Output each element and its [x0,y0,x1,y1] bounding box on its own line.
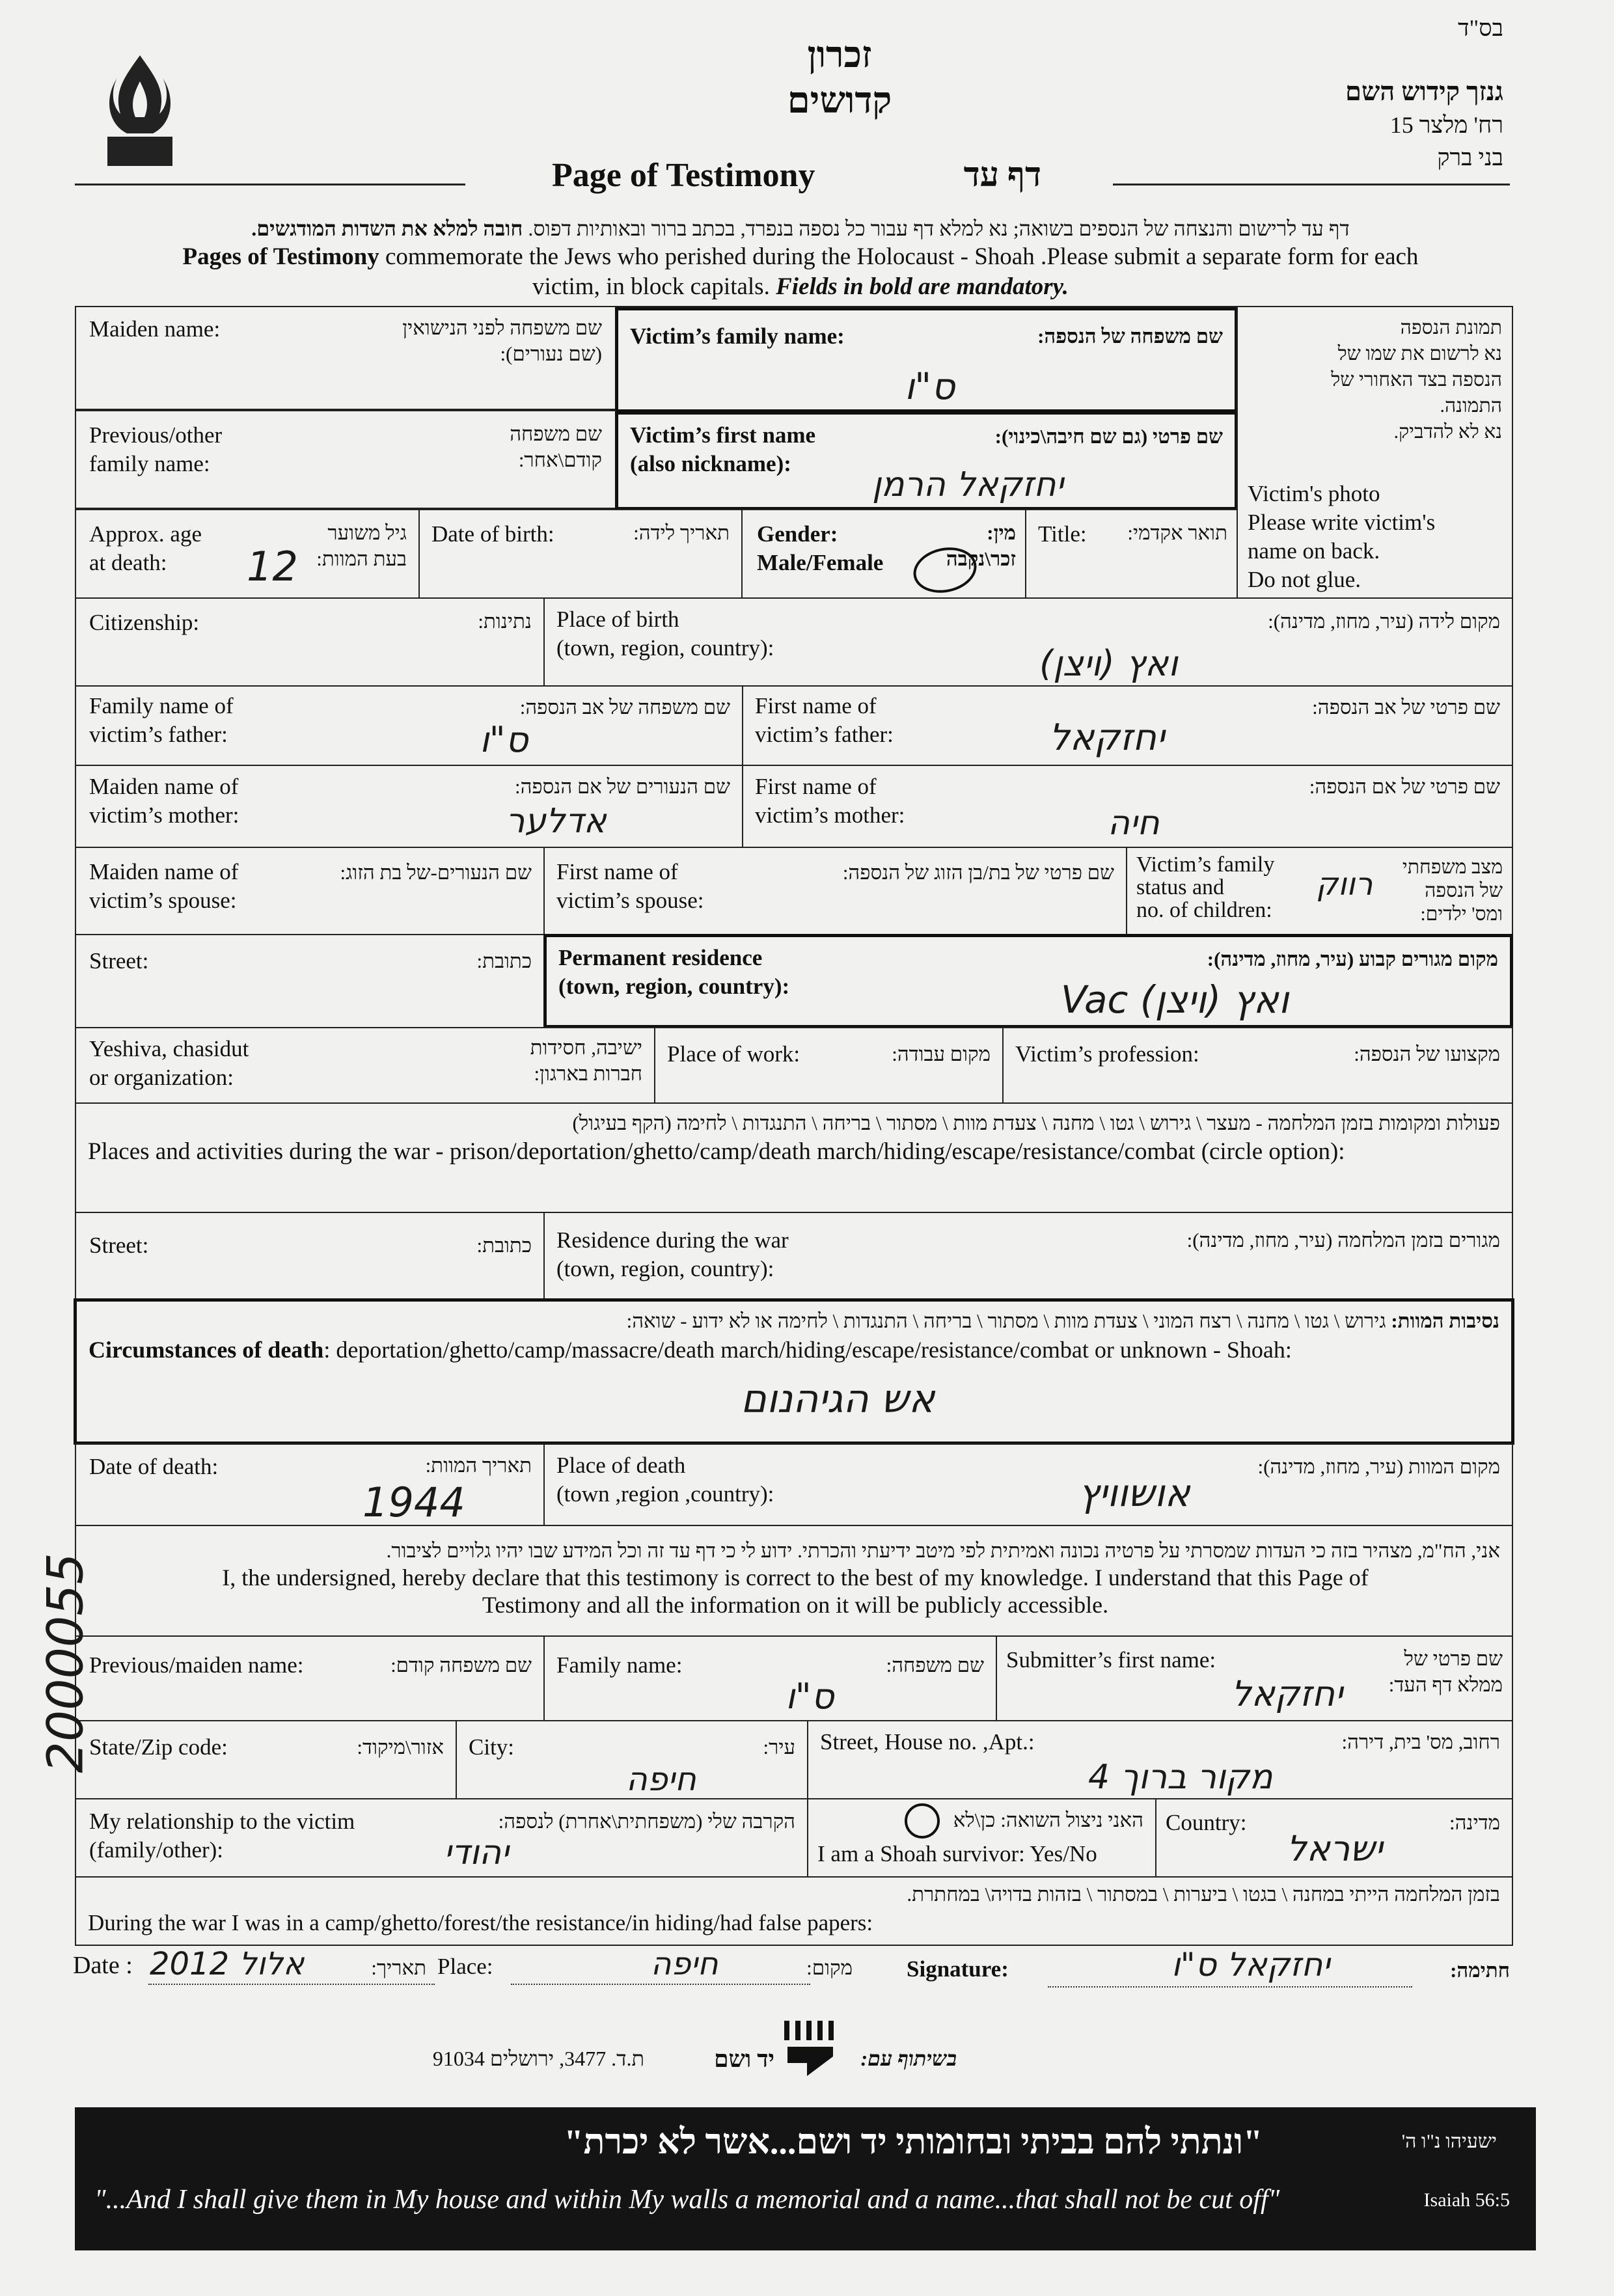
permanent-residence-label-2: (town, region, country): [558,974,790,999]
place-label: Place: [437,1954,493,1979]
maiden-name-cell[interactable] [75,306,616,410]
during-war-cell[interactable] [75,1876,1513,1946]
permanent-residence-field[interactable] [543,934,1513,1028]
yeshiva-cell[interactable] [75,1027,655,1104]
instructions-english-1 [91,242,1510,272]
mother-first-name-label [755,772,905,830]
verse-reference-english: Isaiah 56:5 [1423,2189,1510,2211]
approx-age-label-he-1: גיל משוער [327,521,407,544]
circumstances-of-death-value: אש הגיהנום [741,1376,935,1422]
place-line [511,1984,810,1985]
father-first-name-cell[interactable] [742,685,1513,766]
family-status-label [1136,853,1274,922]
circumstances-label [89,1335,1292,1364]
approx-age-label [89,520,202,577]
submitter-street-label-he: רחוב, מס' בית, דירה: [1341,1730,1500,1753]
war-residence-label-2: (town, region, country): [556,1256,774,1281]
signature-label-he: חתימה: [1450,1959,1510,1982]
city-label: City: [469,1734,515,1760]
place-of-birth-cell[interactable] [543,597,1513,687]
instructions-mandatory-note: Fields in bold are mandatory. [776,273,1069,300]
country-value: ישראל [1287,1828,1383,1869]
victim-first-name-label-1: Victim’s first name [630,422,816,448]
previous-family-name-label-he [510,421,602,473]
photo-en-1: Victim's photo [1248,481,1380,506]
approx-age-value: 12 [247,543,298,590]
war-street-label: Street: [89,1233,149,1258]
memorial-title [716,33,963,124]
verse-english: "...And I shall give them in My house and within My walls a memorial and a name...that shall not be cut off" [94,2185,1280,2215]
mother-first-name-value: חיה [1108,804,1160,843]
survivor-no-circle-mark [905,1803,940,1838]
victim-first-name-label-2: (also nickname): [630,451,791,476]
family-status-cell[interactable] [1126,847,1513,935]
submitter-previous-name-cell[interactable] [75,1635,545,1721]
gender-label-he-1: מין: [987,521,1016,544]
shoah-survivor-label-he: האני ניצול השואה: כן\לא [953,1809,1143,1831]
spouse-maiden-name-label-2: victim’s spouse: [89,888,237,913]
relationship-cell[interactable] [75,1798,808,1878]
zip-code-label-he: אזור\מיקוד: [357,1736,444,1758]
submitter-street-label: Street, House no. ,Apt.: [820,1729,1035,1755]
place-of-death-label-he: מקום המוות (עיר, מחוז, מדינה): [1257,1455,1500,1478]
photo-box [1237,306,1513,599]
father-first-name-label-1: First name of [755,693,877,718]
father-first-name-label [755,692,894,749]
submitter-family-name-value: ס"ו [786,1676,834,1717]
previous-family-name-label-2: family name: [89,451,210,476]
war-activities-label-he: פעולות ומקומות בזמן המלחמה - מעצר \ גירוש \ גטו \ מחנה \ צעדת מוות \ מסתור \ בריחה \ התנגדות \ לחימה (הקף בעיגול) [572,1112,1500,1134]
father-family-name-value: ס"ו [480,719,528,760]
permanent-residence-label-he: מקום מגורים קבוע (עיר, מחוז, מדינה): [1207,948,1498,970]
date-of-birth-cell[interactable] [418,509,743,599]
war-residence-cell[interactable] [543,1212,1513,1300]
verse-reference-hebrew: ישעיהו נ"ו ה' [1401,2131,1497,2152]
previous-family-name-label-he-2: קודם\אחר: [518,448,602,471]
place-of-work-label-he: מקום עבודה: [892,1043,991,1065]
maiden-name-label-he [402,315,602,367]
family-status-value: רווק [1316,866,1373,903]
father-family-name-label-he: שם משפחה של אב הנספה: [519,696,730,718]
date-value[interactable]: 2012 אלול [150,1946,305,1982]
father-first-name-label-2: victim’s father: [755,722,894,747]
date-label-he: תאריך: [371,1956,426,1979]
place-of-death-label [556,1451,774,1509]
family-status-label-he-2: של הנספה [1425,880,1503,901]
citizenship-label-he: נתינות: [478,610,532,633]
organization-logo [98,52,182,169]
declaration-text-1: I, the undersigned, hereby declare that this testimony is correct to the best of my knowledge. I understand that this Page of [222,1565,1369,1591]
instructions [91,215,1510,302]
circumstances-label-text: : deportation/ghetto/camp/massacre/death march/hiding/escape/resistance/combat or unknown - Shoah: [323,1337,1292,1363]
spouse-first-name-label-he: שם פרטי של בת/בן הזוג של הנספה: [842,861,1114,884]
date-of-death-value: 1944 [362,1479,465,1526]
date-line [148,1984,435,1985]
memorial-title-line2: קדושים [787,81,892,121]
approx-age-label-1: Approx. age [89,521,202,547]
place-of-birth-label-he: מקום לידה (עיר, מחוז, מדינה): [1268,610,1500,633]
relationship-label-2: (family/other): [89,1837,224,1863]
place-of-birth-label-1: Place of birth [556,607,679,632]
date-of-birth-label: Date of birth: [431,521,554,547]
father-first-name-label-he: שם פרטי של אב הנספה: [1312,696,1500,718]
victim-family-name-value: ס"ו [905,366,955,408]
circumstances-label-he [627,1308,1499,1334]
during-war-label-he: בזמן המלחמה הייתי במחנה \ בגטו \ ביערות \ במסתור \ בזהות בדויה\ במחתרת. [907,1883,1500,1906]
submitter-first-name-label: Submitter’s first name: [1006,1647,1216,1673]
maiden-name-label-he-1: שם משפחה לפני הנישואין [402,316,602,339]
victim-first-name-value: יחזקאל הרמן [872,465,1064,504]
date-of-birth-label-he: תאריך לידה: [633,521,730,544]
photo-instructions-he [1331,315,1502,445]
country-cell[interactable] [1155,1798,1513,1878]
org-street: רח' מלצר 15 [1389,112,1503,138]
declaration-text-2: Testimony and all the information on it will be publicly accessible. [482,1592,1109,1618]
instructions-english-text-2: victim, in block capitals. [532,273,776,300]
photo-he-3: הנספה בצד האחורי של [1331,369,1502,390]
family-status-label-he [1402,856,1503,926]
place-of-birth-value: ואץ (ויצן) [1039,643,1178,684]
father-family-name-label [89,692,234,749]
approx-age-label-2: at death: [89,550,167,575]
profession-label-he: מקצועו של הנספה: [1354,1043,1500,1065]
photo-en-2: Please write victim's [1248,510,1436,535]
place-of-death-label-2: (town ,region ,country): [556,1481,774,1507]
yad-vashem-logo [781,2017,843,2083]
photo-he-2: נא לרשום את שמו של [1337,343,1502,364]
gender-label [757,520,883,577]
permanent-residence-label [558,944,789,1001]
photo-en-4: Do not glue. [1248,567,1361,592]
organization-address [1345,75,1503,174]
family-status-label-he-3: ומס' ילדים: [1420,903,1503,925]
circumstances-of-death-field[interactable] [74,1298,1514,1445]
yeshiva-label-1: Yeshiva, chasidut [89,1036,249,1061]
submitter-street-value: מקור ברוך 4 [1088,1758,1273,1797]
war-activities-label: Places and activities during the war - prison/deportation/ghetto/camp/death march/hiding/escape/resistance/combat (circle option): [88,1138,1345,1165]
photo-en-3: name on back. [1248,538,1380,564]
mother-first-name-label-1: First name of [755,774,877,799]
citizenship-label: Citizenship: [89,610,200,635]
yad-vashem-name: יד ושם [714,2046,774,2072]
father-first-name-value: יחזקאל [1049,717,1165,759]
city-value: חיפה [626,1760,696,1798]
yeshiva-label [89,1035,249,1092]
place-of-death-value: אושוויץ [1078,1471,1190,1515]
submitter-first-name-cell[interactable] [996,1635,1513,1721]
instructions-english-2 [91,272,1510,302]
declaration-cell [75,1525,1513,1637]
submitter-previous-name-label: Previous/maiden name: [89,1652,304,1678]
street-label: Street: [89,948,149,974]
place-of-death-label-1: Place of death [556,1453,686,1478]
war-residence-label-1: Residence during the war [556,1227,789,1253]
war-street-cell[interactable] [75,1212,545,1300]
gender-cell[interactable] [741,509,1026,599]
mother-first-name-cell[interactable] [742,765,1513,848]
footer-verse-band [75,2107,1536,2250]
permanent-residence-label-1: Permanent residence [558,945,763,970]
spouse-maiden-name-label-he: שם הנעורים-של בת הזוג: [340,861,532,884]
place-of-birth-label-2: (town, region, country): [556,635,774,661]
yad-vashem-address: ת.ד. 3477, ירושלים 91034 [432,2047,644,2070]
org-name: גנזך קידוש השם [1345,77,1503,106]
street-cell[interactable] [75,934,545,1028]
shoah-survivor-label: I am a Shoah survivor: Yes/No [817,1841,1097,1866]
place-of-death-cell[interactable] [543,1443,1513,1526]
verse-hebrew: "ונתתי להם בביתי ובחומותי יד ושם...אשר לא יכרת" [564,2122,1263,2161]
war-residence-label-he: מגורים בזמן המלחמה (עיר, מחוז, מדינה): [1186,1229,1500,1251]
submitter-first-name-label-he-2: ממלא דף העד: [1388,1673,1503,1696]
submitter-first-name-value: יחזקאל [1231,1673,1343,1714]
declaration-text-he: אני, הח"מ, מצהיר בזה כי העדות שמסרתי על פרטיה נכונה ואמיתית לפי מיטב ידיעתי והכרתי. ידוע לי כי דף עד זה וכל המידע שבו יהיו גלויים לציבור. [386,1539,1500,1562]
submitter-previous-name-label-he: שם משפחה קודם: [390,1654,532,1676]
previous-family-name-label-he-1: שם משפחה [510,422,602,445]
victim-family-name-label-he: שם משפחה של הנספה: [1037,325,1223,348]
relationship-label-1: My relationship to the victim [89,1809,355,1834]
relationship-label-he: הקרבה שלי (משפחתית\אחרת) לנספה: [498,1810,795,1833]
title-label-he: תואר אקדמי: [1127,521,1227,544]
victim-family-name-label: Victim’s family name: [630,323,845,349]
place-of-work-label: Place of work: [667,1041,800,1067]
zip-code-cell[interactable] [75,1720,457,1799]
circumstances-label-he-bold: נסיבות המוות: [1391,1309,1499,1332]
mother-maiden-name-label-he: שם הנעורים של אם הנספה: [514,775,730,798]
mother-first-name-label-2: victim’s mother: [755,802,905,828]
spouse-maiden-name-label-1: Maiden name of [89,859,239,884]
instructions-english-bold: Pages of Testimony [182,243,379,270]
spouse-maiden-name-cell[interactable] [75,847,545,935]
signature-value[interactable]: יחזקאל ס"ו [1171,1946,1330,1984]
instructions-english-text: commemorate the Jews who perished during the Holocaust - Shoah .Please submit a separate form for each [379,243,1419,270]
father-family-name-cell[interactable] [75,685,743,766]
instructions-hebrew-text: דף עד לרישום והנצחה של הנספים בשואה; נא למלא דף עבור כל נספה בנפרד, בכתב ברור ובאותיות דפוס. [528,217,1350,240]
zip-code-label: State/Zip code: [89,1734,228,1760]
spouse-first-name-cell[interactable] [543,847,1127,935]
title-label: Title: [1038,521,1087,547]
signature-label: Signature: [907,1956,1009,1982]
profession-cell[interactable] [1002,1027,1513,1104]
submitter-first-name-label-he-1: שם פרטי של [1404,1647,1503,1670]
mother-maiden-name-label [89,772,239,830]
citizenship-cell[interactable] [75,597,545,687]
date-of-death-label: Date of death: [89,1454,219,1479]
date-of-death-label-he: תאריך המוות: [425,1454,532,1477]
shoah-survivor-cell[interactable] [807,1798,1156,1878]
submitter-family-name-label: Family name: [556,1652,683,1678]
previous-family-name-label-1: Previous/other [89,422,223,448]
country-label: Country: [1166,1810,1247,1835]
family-status-label-3: no. of children: [1136,898,1272,922]
partner-label: בשיתוף עם: [860,2047,957,2070]
signature-line [1048,1986,1412,1988]
circumstances-label-he-text: גירוש \ גטו \ מחנה \ רצח המוני \ צעדת מוות \ מסתור \ בריחה \ התנגדות \ לחימה או לא ידוע - שואה: [626,1309,1391,1332]
date-of-death-cell[interactable] [75,1443,545,1526]
war-street-label-he: כתובת: [476,1234,532,1257]
mother-maiden-name-cell[interactable] [75,765,743,848]
relationship-label [89,1807,355,1865]
photo-he-4: התמונה. [1440,395,1502,417]
gender-label-1: Gender: [757,521,838,547]
approx-age-label-he [316,520,407,572]
submitter-family-name-cell[interactable] [543,1635,997,1721]
photo-he-5: נא לא להדביק. [1393,421,1502,443]
war-residence-label [556,1226,789,1283]
submitter-street-cell[interactable] [807,1720,1513,1799]
war-activities-cell[interactable] [75,1102,1513,1213]
yeshiva-label-2: or organization: [89,1065,234,1090]
date-label: Date : [73,1952,133,1979]
yeshiva-label-he [530,1035,642,1087]
spouse-first-name-label [556,858,704,915]
victim-first-name-label [630,421,815,478]
mother-maiden-name-label-1: Maiden name of [89,774,239,799]
place-of-birth-label [556,605,774,663]
maiden-name-label-he-2: (שם נעורים): [500,342,602,365]
instructions-hebrew-mandatory: חובה למלא את השדות המודגשים. [251,217,523,240]
city-cell[interactable] [456,1720,808,1799]
family-status-label-2: status and [1136,875,1225,899]
father-family-name-label-1: Family name of [89,693,234,718]
title-cell[interactable] [1025,509,1238,599]
form-title-english: Page of Testimony [552,157,815,194]
place-value[interactable]: חיפה [651,1946,718,1982]
victim-first-name-label-he: שם פרטי (גם שם חיבה\כינוי): [994,425,1223,448]
yeshiva-label-he-2: חברות בארגון: [534,1062,642,1085]
victim-family-name-field[interactable] [615,307,1238,413]
photo-he-1: תמונת הנספה [1400,317,1502,338]
spouse-first-name-label-2: victim’s spouse: [556,888,704,913]
gender-label-2: Male/Female [757,550,884,575]
submitter-first-name-label-he [1389,1646,1503,1698]
previous-family-name-cell[interactable] [75,410,616,509]
spouse-first-name-label-1: First name of [556,859,678,884]
mother-first-name-label-he: שם פרטי של אם הנספה: [1309,775,1500,798]
father-family-name-label-2: victim’s father: [89,722,228,747]
memorial-title-line1: זכרון [807,35,872,75]
family-status-label-1: Victim’s family [1136,853,1275,877]
street-label-he: כתובת: [476,950,532,972]
yeshiva-label-he-1: ישיבה, חסידות [530,1036,642,1059]
relationship-value: יהודי [444,1833,509,1872]
instructions-hebrew [91,215,1510,242]
during-war-label: During the war I was in a camp/ghetto/forest/the resistance/in hiding/had false papers: [88,1910,873,1935]
gender-label-he-2: זכר\נקבה [946,547,1016,570]
spouse-maiden-name-label [89,858,238,915]
place-of-work-cell[interactable] [654,1027,1004,1104]
city-label-he: עיר: [763,1736,795,1758]
approx-age-label-he-2: בעת המוות: [316,547,407,570]
place-label-he: מקום: [806,1956,853,1979]
org-city: בני ברק [1437,144,1503,171]
submitter-family-name-label-he: שם משפחה: [886,1654,984,1676]
victim-first-name-field[interactable] [615,411,1238,510]
family-status-label-he-1: מצב משפחתי [1402,856,1503,878]
margin-registration-number: 2000055 [36,1553,94,1773]
photo-instructions-en [1248,480,1435,594]
previous-family-name-label [89,421,222,478]
bsd-mark: בס"ד [1458,15,1503,41]
profession-label: Victim’s profession: [1015,1041,1199,1067]
declaration-text [76,1564,1514,1619]
permanent-residence-value: Vac ואץ (ויצן) [1061,977,1289,1022]
maiden-name-label: Maiden name: [89,316,221,342]
approx-age-cell[interactable] [75,509,420,599]
mother-maiden-name-value: אדלער [506,802,607,841]
form-title-hebrew: דף עד [963,157,1041,194]
mother-maiden-name-label-2: victim’s mother: [89,802,239,828]
country-label-he: מדינה: [1449,1811,1500,1834]
circumstances-label-bold: Circumstances of death [89,1337,324,1363]
